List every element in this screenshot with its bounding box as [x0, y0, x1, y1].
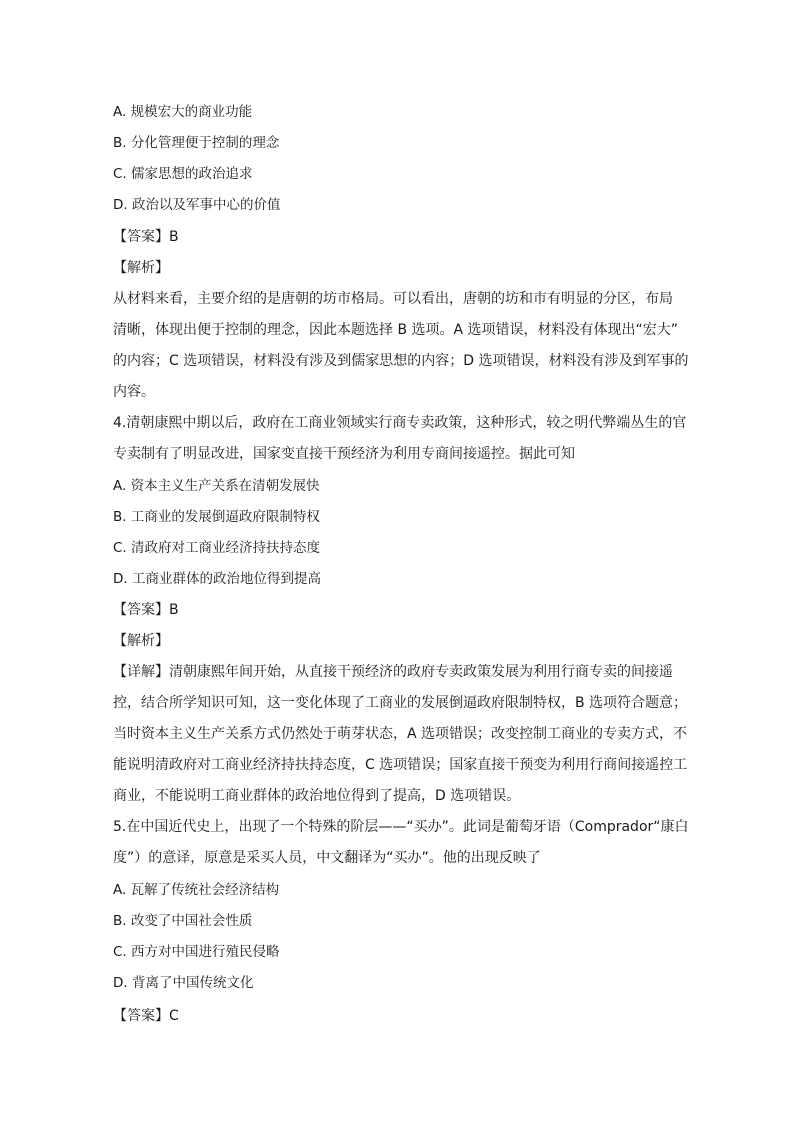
q4-analysis-line-3: 当时资本主义生产关系方式仍然处于萌芽状态，A 选项错误；改变控制工商业的专卖方式，不: [113, 726, 688, 742]
q4-option-a: A. 资本主义生产关系在清朝发展快: [113, 478, 320, 494]
q3-option-c: C. 儒家思想的政治追求: [113, 166, 253, 182]
q4-option-b: B. 工商业的发展倒逼政府限制特权: [113, 509, 320, 525]
q4-option-d: D. 工商业群体的政治地位得到提高: [113, 571, 321, 587]
q3-answer: 【答案】B: [113, 229, 179, 245]
q3-analysis-line-1: 从材料来看，主要介绍的是唐朝的坊市格局。可以看出，唐朝的坊和市有明显的分区，布局: [113, 291, 673, 307]
q4-stem-line-2: 专卖制有了明显改进，国家变直接干预经济为利用专商间接遥控。据此可知: [113, 446, 575, 462]
q5-option-b: B. 改变了中国社会性质: [113, 913, 253, 929]
q3-option-b: B. 分化管理便于控制的理念: [113, 135, 280, 151]
q4-analysis-line-5: 商业，不能说明工商业群体的政治地位得到了提高，D 选项错误。: [113, 788, 521, 804]
q3-analysis-line-3: 的内容；C 选项错误，材料没有涉及到儒家思想的内容；D 选项错误，材料没有涉及到军事的: [113, 353, 689, 369]
q4-analysis-label: 【解析】: [113, 633, 169, 649]
q3-analysis-line-2: 清晰，体现出便于控制的理念，因此本题选择 B 选项。A 选项错误，材料没有体现出“宏大”: [113, 322, 679, 338]
q5-answer: 【答案】C: [113, 1008, 179, 1024]
q4-analysis-line-4: 能说明清政府对工商业经济持扶持态度，C 选项错误；国家直接干预变为利用行商间接遥控工: [113, 757, 688, 773]
q3-analysis-line-4: 内容。: [113, 384, 155, 400]
q3-analysis-label: 【解析】: [113, 260, 169, 276]
q4-analysis-line-1: 【详解】清朝康熙年间开始，从直接干预经济的政府专卖政策发展为利用行商专卖的间接遥: [113, 664, 673, 680]
q4-answer: 【答案】B: [113, 602, 179, 618]
q5-option-a: A. 瓦解了传统社会经济结构: [113, 882, 280, 898]
q3-option-d: D. 政治以及军事中心的价值: [113, 197, 281, 213]
q4-option-c: C. 清政府对工商业经济持扶持态度: [113, 540, 321, 556]
q4-analysis-line-2: 控，结合所学知识可知，这一变化体现了工商业的发展倒逼政府限制特权，B 选项符合题意；: [113, 695, 688, 711]
q5-option-d: D. 背离了中国传统文化: [113, 975, 254, 991]
q5-option-c: C. 西方对中国进行殖民侵略: [113, 944, 280, 960]
q4-stem-line-1: 4.清朝康熙中期以后，政府在工商业领域实行商专卖政策，这种形式，较之明代弊端丛生的官: [113, 415, 687, 431]
q3-option-a: A. 规模宏大的商业功能: [113, 104, 253, 120]
q5-stem-line-2: 度”）的意译，原意是采买人员，中文翻译为“买办”。他的出现反映了: [113, 850, 541, 866]
q5-stem-line-1: 5.在中国近代史上，出现了一个特殊的阶层——“买办”。此词是葡萄牙语（Comprador“康白: [113, 819, 689, 835]
